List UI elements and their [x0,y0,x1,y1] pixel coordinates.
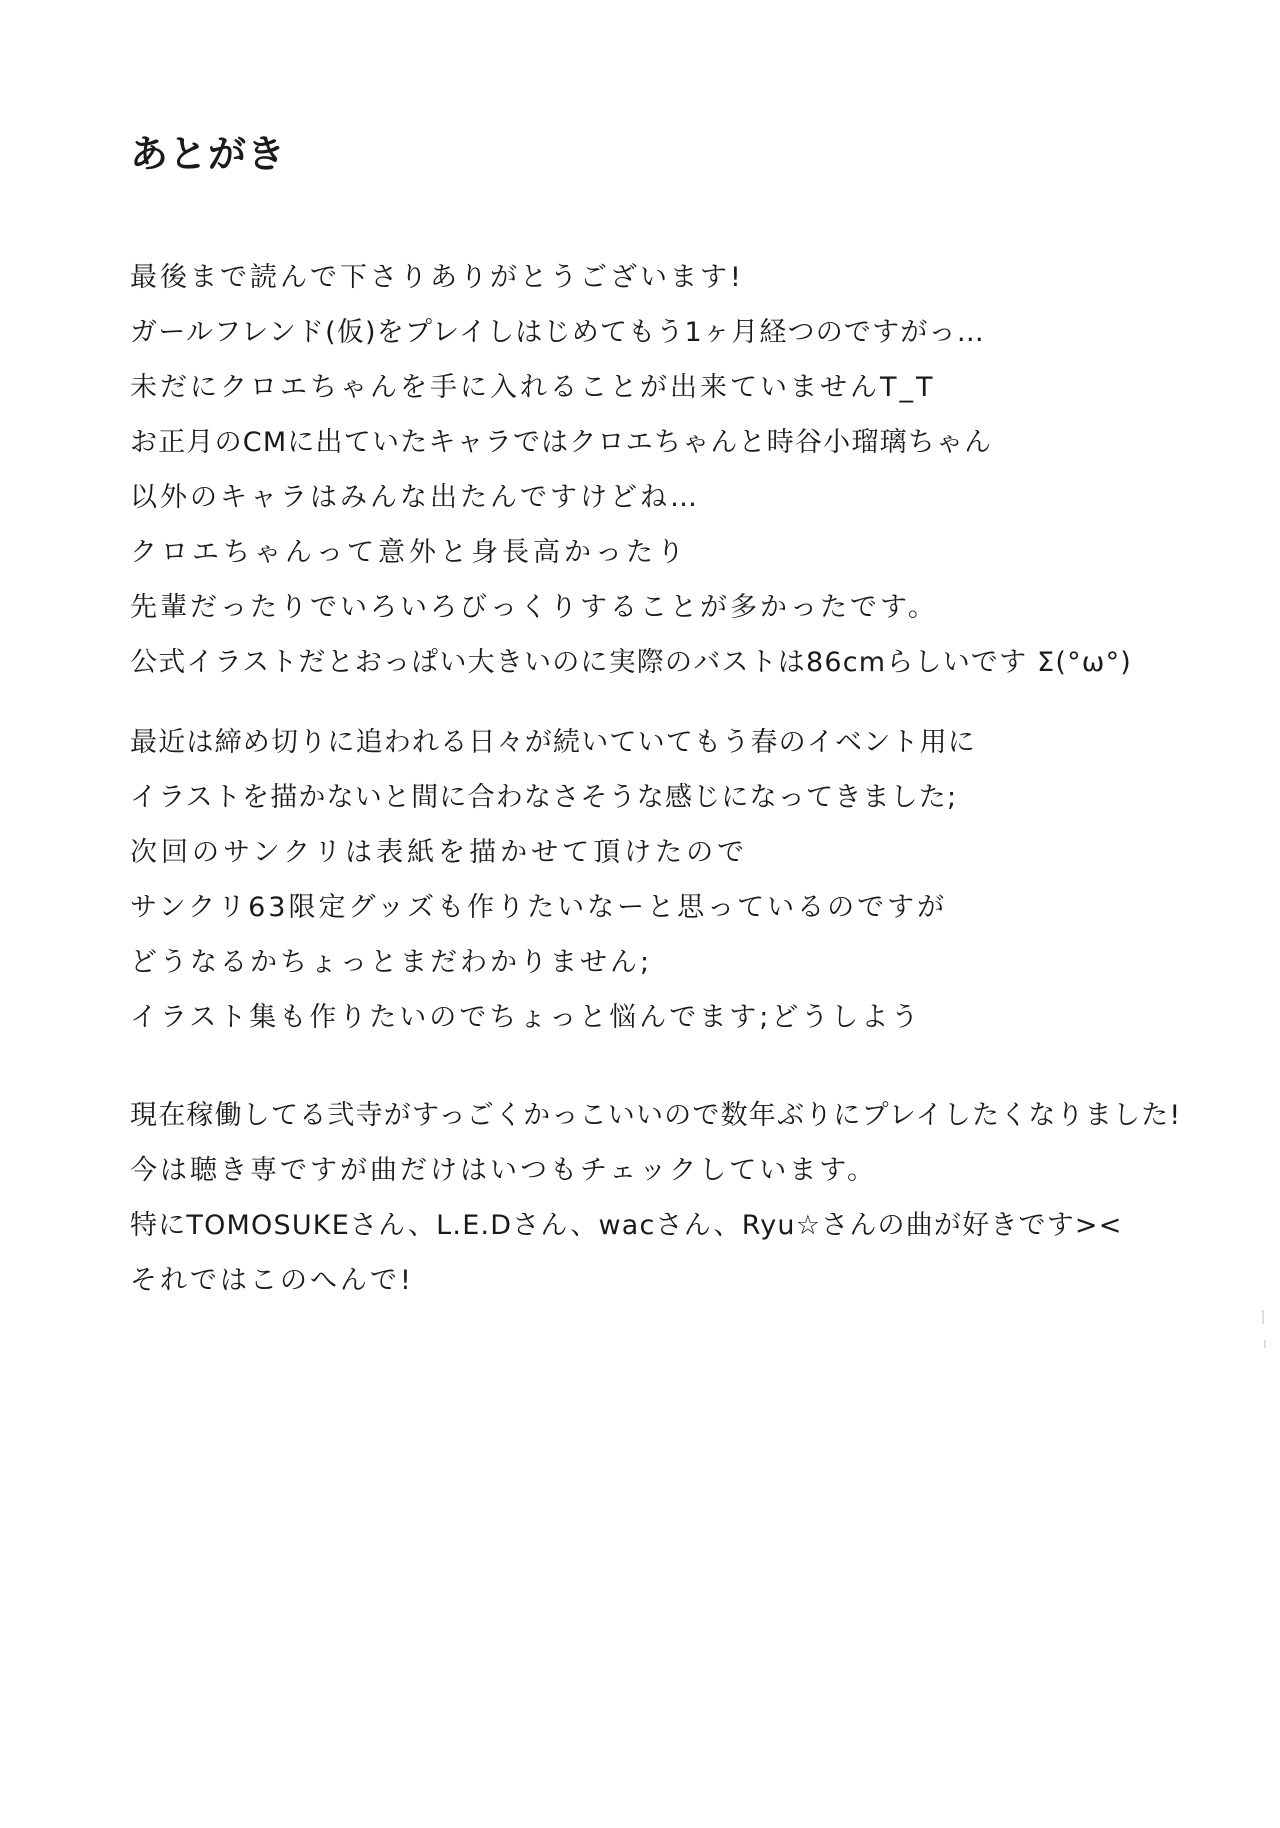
text-line: ガールフレンド(仮)をプレイしはじめてもう1ヶ月経つのですがっ… [130,317,985,348]
text-line: 以外のキャラはみんな出たんですけどね… [130,482,700,513]
text-line: 公式イラストだとおっぱい大きいのに実際のバストは86cmらしいです Σ(°ω°) [130,647,1133,678]
text-line: イラストを描かないと間に合わなさそうな感じになってきました; [130,782,958,813]
text-line: 最後まで読んで下さりありがとうございます! [130,262,744,293]
text-line: サンクリ63限定グッズも作りたいなーと思っているのですが [130,892,948,923]
text-line: それではこのへんで! [130,1265,414,1296]
text-line: 最近は締め切りに追われる日々が続いていてもう春のイベント用に [130,727,976,758]
text-line: 次回のサンクリは表紙を描かせて頂けたので [130,837,749,868]
paragraph-3 [130,1088,1181,1308]
page-title: あとがき [130,132,287,176]
text-line: 特にTOMOSUKEさん、L.E.Dさん、wacさん、Ryu☆さんの曲が好きです>< [130,1210,1123,1241]
paragraph-1 [130,250,1132,690]
text-line: 現在稼働してる弐寺がすっごくかっこいいので数年ぶりにプレイしたくなりました! [130,1100,1182,1131]
text-line: 未だにクロエちゃんを手に入れることが出来ていませんT_T [130,372,936,403]
scan-speck [1262,1310,1264,1324]
text-line: 先輩だったりでいろいろびっくりすることが多かったです。 [130,592,938,623]
text-line: イラスト集も作りたいのでちょっと悩んでます;どうしよう [130,1002,922,1033]
text-line: どうなるかちょっとまだわかりません; [130,947,653,978]
text-line: 今は聴き専ですが曲だけはいつもチェックしています。 [130,1155,878,1186]
paragraph-2 [130,715,976,1045]
scan-speck [1264,1340,1266,1348]
text-line: クロエちゃんって意外と身長高かったり [130,537,688,568]
text-line: お正月のCMに出ていたキャラではクロエちゃんと時谷小瑠璃ちゃん [130,427,993,458]
